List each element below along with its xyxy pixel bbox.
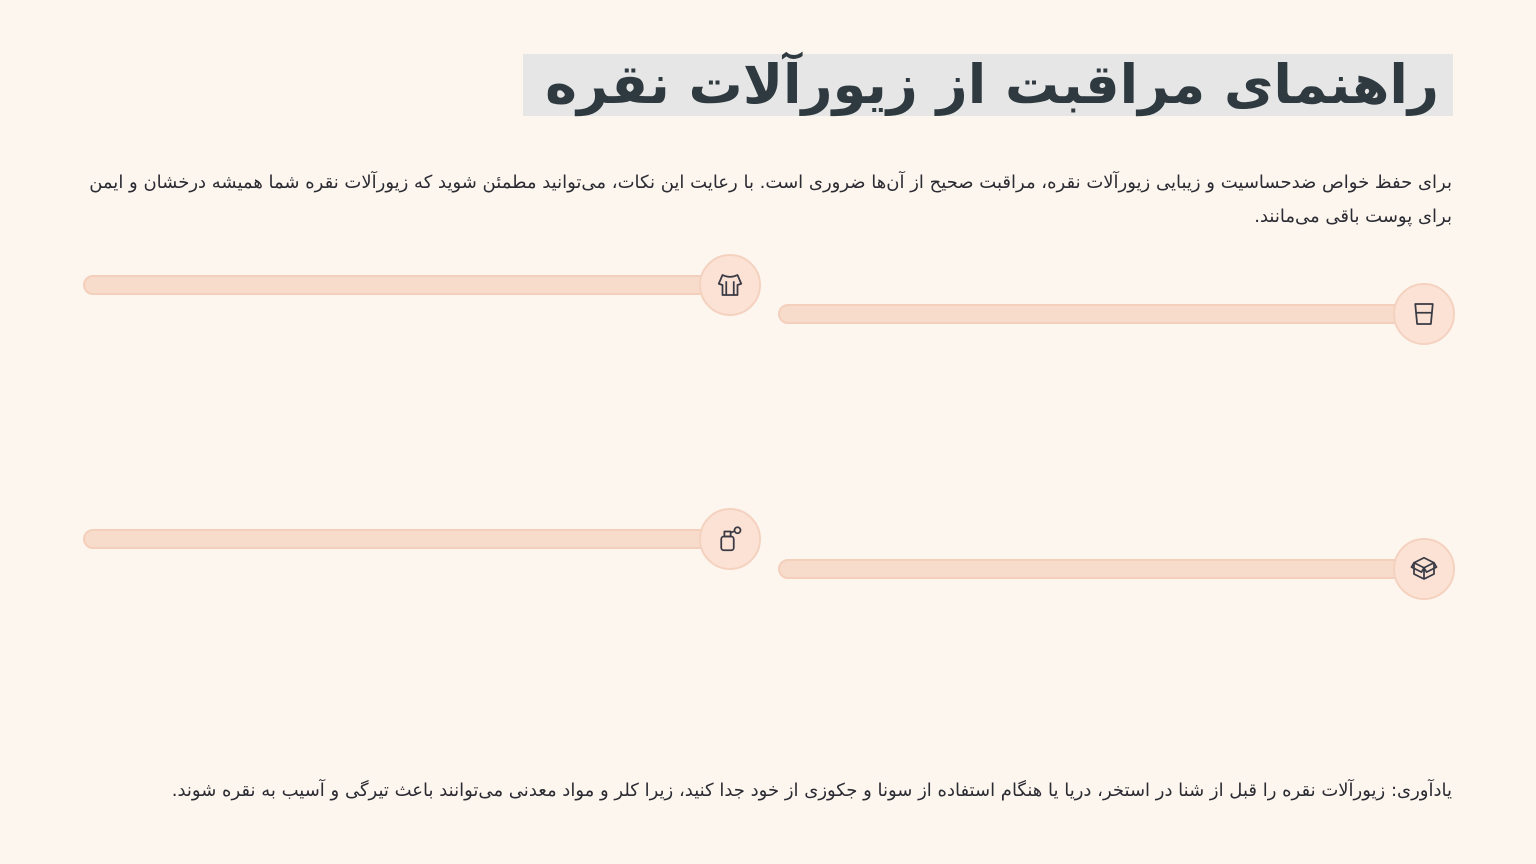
card-divider-bar	[778, 559, 1422, 579]
page-title: راهنمای مراقبت از زیورآلات نقره	[523, 54, 1453, 116]
water-glass-icon	[1409, 299, 1439, 329]
card-divider-bar	[83, 529, 727, 549]
card-icon-badge	[1393, 283, 1455, 345]
towel-icon	[715, 270, 745, 300]
box-icon	[1409, 554, 1439, 584]
card-icon-badge	[699, 508, 761, 570]
card-divider-bar	[83, 275, 727, 295]
intro-paragraph: برای حفظ خواص ضدحساسیت و زیبایی زیورآلات نقره، مراقبت صحیح از آن‌ها ضروری است. با رعایت این نکات، می‌توانید مطمئن شوید که زیورآلات نقره شما همیشه درخشان و ایمن برای پوست باقی می‌مانند.	[89, 172, 1452, 227]
reminder-note: یادآوری: زیورآلات نقره را قبل از شنا در استخر، دریا یا هنگام استفاده از سونا و جکوزی از خود جدا کنید، زیرا کلر و مواد معدنی می‌توانند باعث تیرگی و آسیب به نقره شوند.	[171, 780, 1452, 801]
card-divider-bar	[778, 304, 1422, 324]
perfume-bottle-icon	[715, 524, 745, 554]
card-icon-badge	[1393, 538, 1455, 600]
card-icon-badge	[699, 254, 761, 316]
